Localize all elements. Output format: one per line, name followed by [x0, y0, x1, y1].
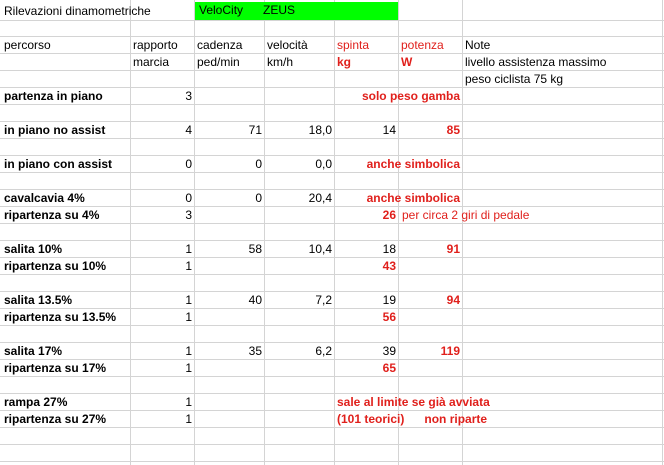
header-kg: kg [337, 55, 352, 69]
row-label: ripartenza su 4% [4, 208, 100, 222]
marcia-value: 1 [185, 361, 192, 375]
velocita-value: 0,0 [315, 157, 332, 171]
potenza-value: 91 [446, 242, 460, 256]
header-rapporto: rapporto [133, 38, 178, 52]
spinta-value: 26 [382, 208, 396, 222]
velocita-value: 6,2 [315, 344, 332, 358]
potenza-value: 119 [440, 344, 460, 358]
potenza-value: 85 [446, 123, 460, 137]
row-label: ripartenza su 10% [4, 259, 107, 273]
cadenza-value: 40 [248, 293, 262, 307]
row-note: (101 teorici) non riparte [337, 412, 488, 426]
header-spinta: spinta [337, 38, 370, 52]
header-cadenza: cadenza [197, 38, 243, 52]
row-note: per circa 2 giri di pedale [402, 208, 530, 222]
cadenza-value: 35 [248, 344, 262, 358]
marcia-value: 1 [185, 293, 192, 307]
row-label: ripartenza su 13.5% [4, 310, 117, 324]
spinta-value: 39 [382, 344, 396, 358]
header-marcia: marcia [133, 55, 170, 69]
header-potenza: potenza [401, 38, 444, 52]
marcia-value: 1 [185, 310, 192, 324]
marcia-value: 0 [185, 157, 192, 171]
row-label: salita 13.5% [4, 293, 73, 307]
header-ped-min: ped/min [197, 55, 240, 69]
brand-name: VeloCity [199, 3, 244, 17]
header-velocita: velocità [267, 38, 308, 52]
marcia-value: 1 [185, 395, 192, 409]
marcia-value: 3 [185, 208, 192, 222]
cadenza-value: 58 [248, 242, 262, 256]
row-label: in piano no assist [4, 123, 106, 137]
marcia-value: 3 [185, 89, 192, 103]
marcia-value: 4 [185, 123, 192, 137]
note-assistenza: livello assistenza massimo [465, 55, 607, 69]
row-label: ripartenza su 27% [4, 412, 107, 426]
velocita-value: 20,4 [308, 191, 332, 205]
marcia-value: 1 [185, 344, 192, 358]
row-label: cavalcavia 4% [4, 191, 85, 205]
marcia-value: 1 [185, 242, 192, 256]
sheet-title: Rilevazioni dinamometriche [4, 4, 151, 18]
spinta-value: 43 [382, 259, 396, 273]
velocita-value: 7,2 [315, 293, 332, 307]
cadenza-value: 71 [248, 123, 262, 137]
model-name: ZEUS [263, 3, 296, 17]
spinta-value: 56 [382, 310, 396, 324]
spinta-value: 14 [382, 123, 396, 137]
row-note: sale al limite se già avviata [337, 395, 490, 409]
marcia-value: 0 [185, 191, 192, 205]
row-note: anche simbolica [366, 191, 460, 205]
marcia-value: 1 [185, 259, 192, 273]
row-label: salita 17% [4, 344, 63, 358]
row-label: salita 10% [4, 242, 63, 256]
potenza-value: 94 [446, 293, 460, 307]
cadenza-value: 0 [255, 191, 262, 205]
spinta-value: 18 [382, 242, 396, 256]
row-label: ripartenza su 17% [4, 361, 107, 375]
marcia-value: 1 [185, 412, 192, 426]
spinta-value: 19 [382, 293, 396, 307]
header-note: Note [465, 38, 491, 52]
header-w: W [401, 55, 413, 69]
row-label: partenza in piano [4, 89, 103, 103]
highlight-cell[interactable] [195, 2, 398, 20]
row-note: solo peso gamba [361, 89, 460, 103]
velocita-value: 18,0 [308, 123, 332, 137]
velocita-value: 10,4 [308, 242, 332, 256]
spinta-value: 65 [382, 361, 396, 375]
header-kmh: km/h [267, 55, 294, 69]
row-label: in piano con assist [4, 157, 113, 171]
row-note: anche simbolica [366, 157, 460, 171]
cadenza-value: 0 [255, 157, 262, 171]
note-peso: peso ciclista 75 kg [465, 72, 564, 86]
row-label: rampa 27% [4, 395, 68, 409]
header-percorso: percorso [4, 38, 51, 52]
